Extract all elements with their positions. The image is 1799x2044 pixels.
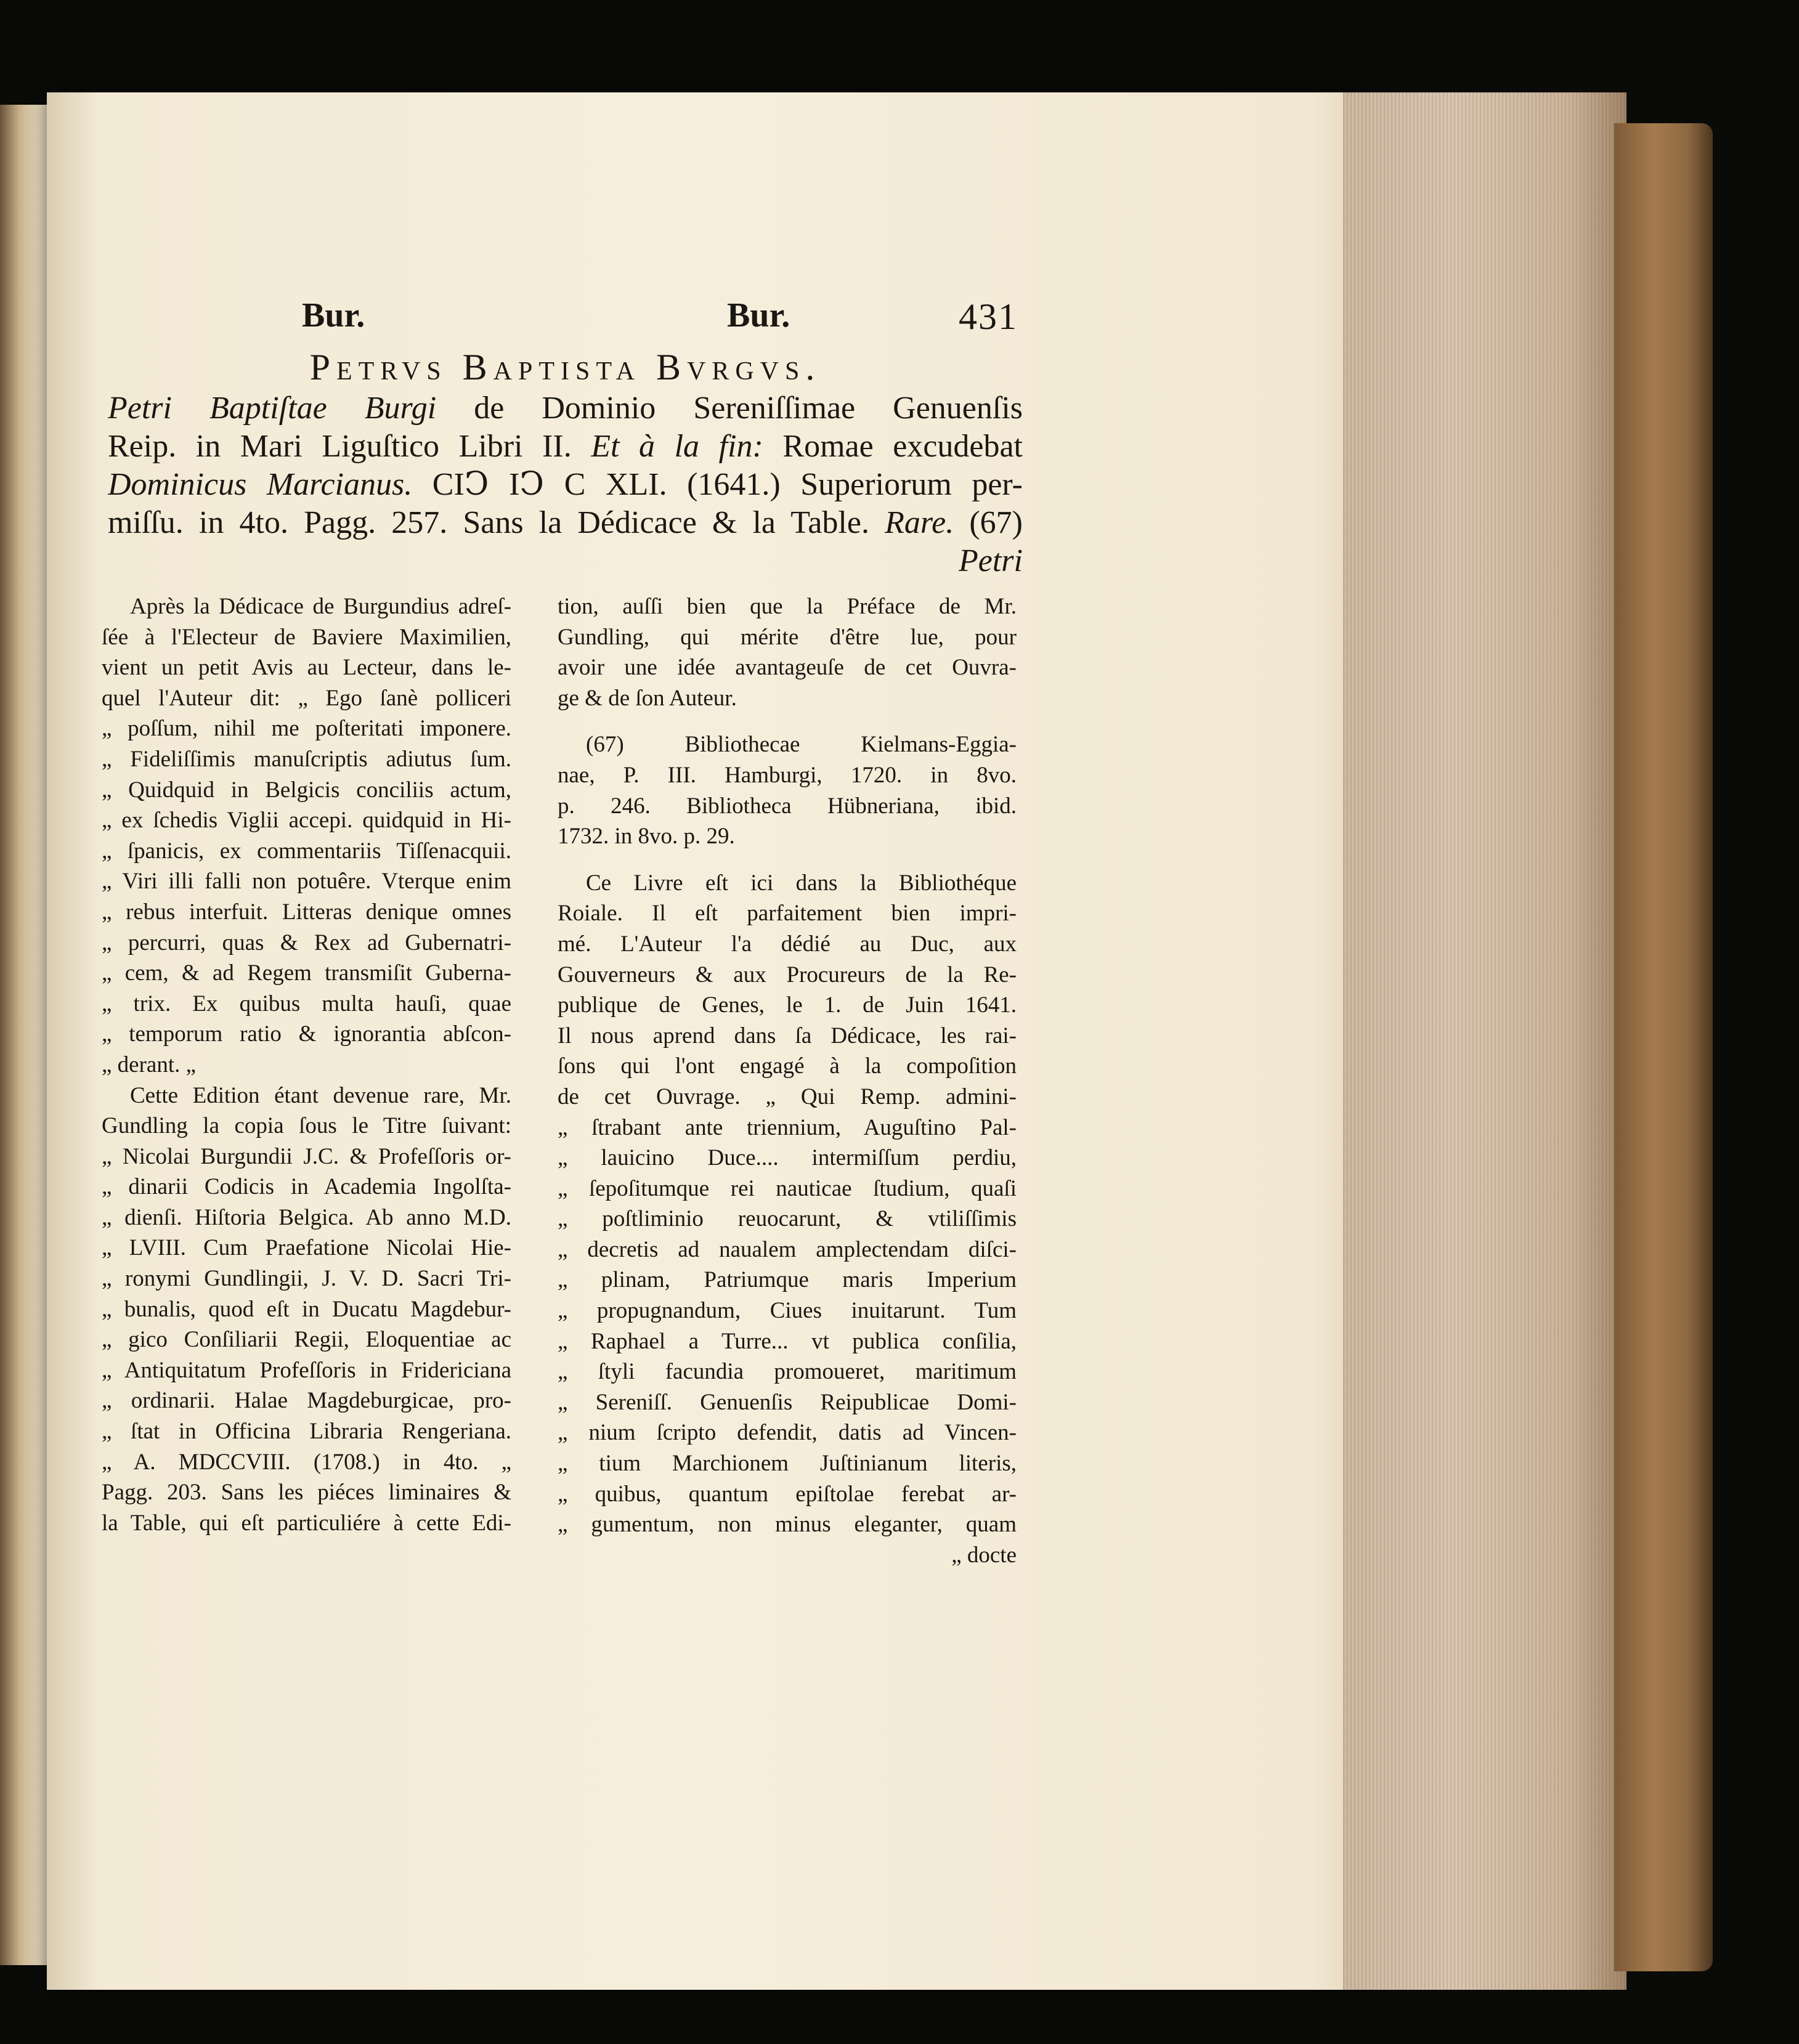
footnote-line: p. 246. Bibliotheca Hübneriana, ibid. [558, 793, 1017, 819]
text-line: „ ſtyli facundia promoueret, maritimum [558, 1359, 1017, 1385]
text-line: „ plinam, Patriumque maris Imperium [558, 1267, 1017, 1293]
text-line: Gouverneurs & aux Procureurs de la Re- [558, 962, 1017, 988]
text-line: „ tium Marchionem Juſtinianum literis, [558, 1451, 1017, 1477]
title-line: Reip. in Mari Liguſtico Libri II. Et à la fin: Romae excudebat [108, 429, 1023, 464]
text-line: „ poſtliminio reuocarunt, & vtiliſſimis [558, 1206, 1017, 1232]
text-line: „ rebus interfuit. Litteras denique omnes [102, 899, 511, 925]
running-head-center: Bur. [727, 296, 790, 335]
text-line: „ dienſi. Hiſtoria Belgica. Ab anno M.D. [102, 1204, 511, 1230]
footnote-line: (67) Bibliothecae Kielmans-Eggia- [586, 732, 1017, 758]
text-line: „ dinarii Codicis in Academia Ingolſta- [102, 1174, 511, 1200]
text-line: ge & de ſon Auteur. [558, 685, 737, 711]
text-line: avoir une idée avantageuſe de cet Ouvra- [558, 655, 1017, 681]
text-line: Il nous aprend dans ſa Dédicace, les rai- [558, 1023, 1017, 1048]
text-line: „ quibus, quantum epiſtolae ferebat ar- [558, 1481, 1017, 1507]
text-line: „ propugnandum, Ciues inuitarunt. Tum [558, 1298, 1017, 1324]
text-line: „ Quidquid in Belgicis conciliis actum, [102, 777, 511, 803]
catchword: Petri [959, 543, 1023, 578]
text-line: Roiale. Il eſt parfaitement bien impri- [558, 901, 1017, 927]
text-line: „ trix. Ex quibus multa hauſi, quae [102, 991, 511, 1016]
text-line: mé. L'Auteur l'a dédié au Duc, aux [558, 931, 1017, 957]
left-text-column [102, 591, 511, 1538]
footnote-line: nae, P. III. Hamburgi, 1720. in 8vo. [558, 762, 1017, 788]
text-line: „ bunalis, quod eſt in Ducatu Magdebur- [102, 1296, 511, 1322]
page-number: 431 [959, 296, 1018, 337]
text-line: „ LVIII. Cum Praefatione Nicolai Hie- [102, 1235, 511, 1261]
entry-heading: Petrvs Baptista Bvrgvs. [309, 347, 821, 387]
text-line: „ temporum ratio & ignorantia abſcon- [102, 1021, 511, 1047]
text-line: „ Antiquitatum Profeſſoris in Fridericiana [102, 1357, 511, 1383]
text-line: Cette Edition étant devenue rare, Mr. [130, 1082, 511, 1108]
text-line: Pagg. 203. Sans les piéces liminaires & [102, 1480, 511, 1506]
text-line: „ lauicino Duce.... intermiſſum perdiu, [558, 1145, 1017, 1171]
paragraph-gap [558, 713, 1017, 729]
text-line: „ ordinarii. Halae Magdeburgicae, pro- [102, 1388, 511, 1414]
text-line: „ Sereniſſ. Genuenſis Reipublicae Domi- [558, 1389, 1017, 1415]
paragraph-gap [558, 852, 1017, 868]
text-line: „ derant. „ [102, 1052, 197, 1077]
text-line: „ ronymi Gundlingii, J. V. D. Sacri Tri- [102, 1266, 511, 1292]
text-line: Après la Dédicace de Burgundius adreſ- [130, 594, 511, 619]
running-head-left: Bur. [302, 296, 365, 335]
text-line: „ Nicolai Burgundii J.C. & Profeſſoris or- [102, 1143, 511, 1169]
text-line: „ percurri, quas & Rex ad Gubernatri- [102, 930, 511, 955]
footnote-line: 1732. in 8vo. p. 29. [558, 824, 735, 850]
text-line: Ce Livre eſt ici dans la Bibliothéque [586, 870, 1017, 896]
page-fore-edge [1343, 92, 1626, 1990]
text-line: „ ſtrabant ante triennium, Auguſtino Pal- [558, 1114, 1017, 1140]
title-line: Dominicus Marcianus. CIↃ IↃ C XLI. (1641.) Superiorum per- [108, 467, 1023, 502]
text-line: „ decretis ad naualem amplectendam diſci- [558, 1236, 1017, 1262]
text-line: ſons qui l'ont engagé à la compoſition [558, 1053, 1017, 1079]
right-text-column [558, 591, 1017, 1570]
catchword: „ docte [951, 1542, 1017, 1568]
text-line: „ gico Conſiliarii Regii, Eloquentiae ac [102, 1327, 511, 1353]
text-line: „ cem, & ad Regem transmiſit Guberna- [102, 960, 511, 986]
text-line: vient un petit Avis au Lecteur, dans le- [102, 655, 511, 681]
text-line: „ Fideliſſimis manuſcriptis adiutus ſum. [102, 746, 511, 772]
text-line: ſée à l'Electeur de Baviere Maximilien, [102, 624, 511, 650]
text-line: Gundling, qui mérite d'être lue, pour [558, 624, 1017, 650]
text-line: „ ſtat in Officina Libraria Rengeriana. [102, 1419, 511, 1445]
title-line: Petri Baptiſtae Burgi de Dominio Sereniſſimae Genuenſis [108, 391, 1023, 426]
text-line: „ A. MDCCVIII. (1708.) in 4to. „ [102, 1449, 511, 1475]
text-line: „ ex ſchedis Viglii accepi. quidquid in Hi- [102, 808, 511, 833]
text-line: quel l'Auteur dit: „ Ego ſanè polliceri [102, 685, 511, 711]
text-line: „ ſepoſitumque rei nauticae ſtudium, quaſi [558, 1175, 1017, 1201]
text-line: „ nium ſcripto defendit, datis ad Vincen- [558, 1420, 1017, 1446]
text-line: „ Viri illi falli non potuêre. Vterque enim [102, 869, 511, 894]
text-line: „ Raphael a Turre... vt publica conſilia, [558, 1328, 1017, 1354]
text-line: Gundling la copia ſous le Titre ſuivant: [102, 1113, 511, 1139]
text-line: „ poſſum, nihil me poſteritati imponere. [102, 716, 511, 742]
text-line: publique de Genes, le 1. de Juin 1641. [558, 992, 1017, 1018]
text-line: „ gumentum, non minus eleganter, quam [558, 1512, 1017, 1538]
text-line: „ ſpanicis, ex commentariis Tiſſenacquii. [102, 838, 511, 864]
book-cover [1614, 123, 1713, 1971]
text-line: de cet Ouvrage. „ Qui Remp. admini- [558, 1084, 1017, 1109]
text-line: tion, auſſi bien que la Préface de Mr. [558, 594, 1017, 619]
entry-title-block [108, 345, 1023, 580]
title-line: miſſu. in 4to. Pagg. 257. Sans la Dédicace & la Table. Rare. (67) [108, 505, 1023, 540]
text-line: la Table, qui eſt particuliére à cette Edi- [102, 1510, 511, 1536]
